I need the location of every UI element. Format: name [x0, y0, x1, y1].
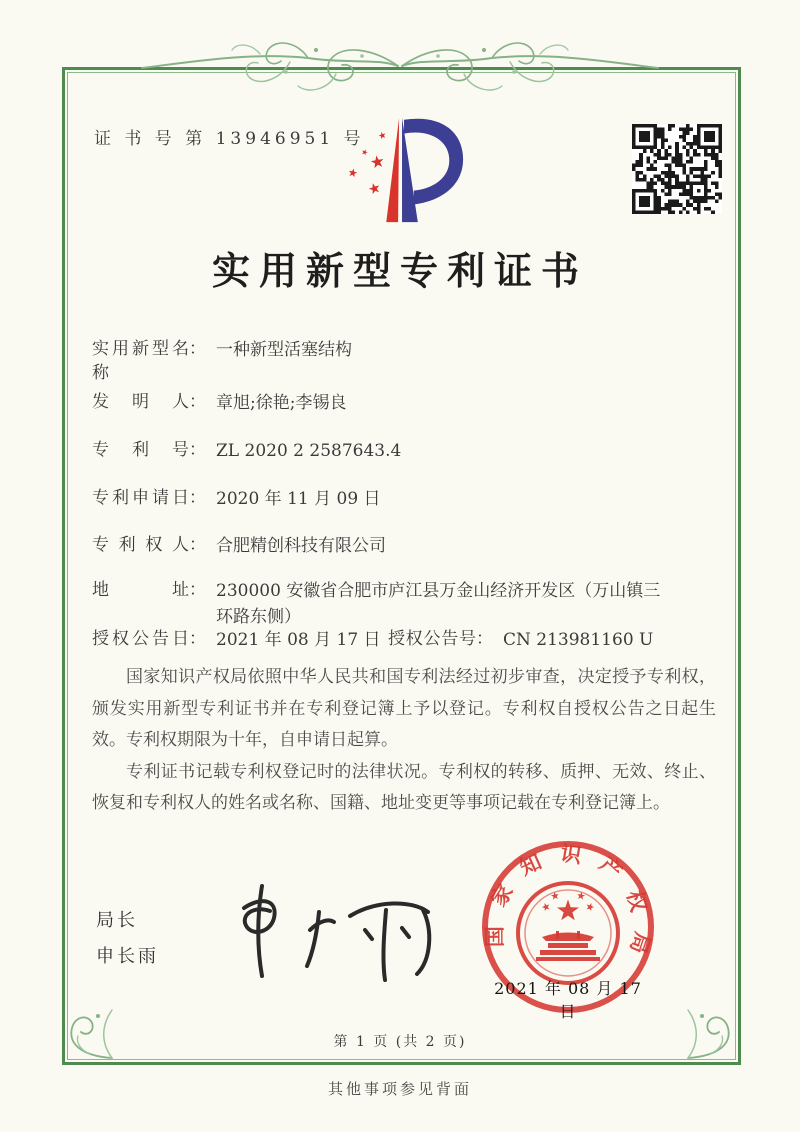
field-row-name: 实用新型名称： 一种新型活塞结构: [92, 339, 352, 383]
field-label: 实用新型名称: [92, 339, 189, 383]
field-row-filing-date: 专利申请日： 2020 年 11 月 09 日: [92, 486, 712, 512]
commissioner-name: 申长雨: [96, 946, 159, 967]
cnipa-logo: [330, 106, 480, 234]
grant-number-group: 授权公告号： CN 213981160 U: [388, 627, 653, 653]
field-row-inventors: 发明人： 章旭;徐艳;李锡良: [92, 390, 712, 416]
signature-image: [216, 872, 448, 994]
grant-number-value: CN 213981160 U: [503, 630, 654, 650]
seal-ring-text: 国家知识产权局: [481, 840, 657, 974]
corner-ornament-left: [52, 996, 114, 1062]
field-value: 一种新型活塞结构: [216, 340, 352, 360]
field-label: 专利号: [92, 440, 189, 460]
field-label: 授权公告日: [92, 629, 189, 649]
field-row-patent-no: 专利号： ZL 2020 2 2587643.4: [92, 438, 712, 464]
field-value: 合肥精创科技有限公司: [216, 536, 386, 556]
national-emblem-icon: [518, 883, 618, 983]
field-row-address: 地址： 230000 安徽省合肥市庐江县万金山经济开发区（万山镇三环路东侧）: [92, 578, 712, 630]
field-value: 230000 安徽省合肥市庐江县万金山经济开发区（万山镇三环路东侧）: [216, 581, 661, 627]
corner-ornament-right: [686, 996, 748, 1062]
field-value: ZL 2020 2 2587643.4: [216, 441, 402, 461]
legal-body-text: [92, 662, 716, 820]
back-note: 其他事项参见背面: [327, 1080, 472, 1098]
body-paragraph-2: 专利证书记载专利权登记时的法律状况。专利权的转移、质押、无效、终止、恢复和专利权人的姓名或名称、国籍、地址变更等事项记载在专利登记簿上。: [92, 761, 716, 813]
body-paragraph-1: 国家知识产权局依照中华人民共和国专利法经过初步审查，决定授予专利权，颁发实用新型专利证书并在专利登记簿上予以登记。专利权自授权公告之日起生效。专利权期限为十年，自申请日起算。: [92, 667, 716, 750]
certificate-title: 实用新型专利证书: [211, 248, 588, 293]
field-label: 专利申请日: [92, 488, 189, 508]
seal-date: 2021 年 08 月 17 日: [494, 979, 642, 1021]
qr-code: [632, 124, 722, 214]
field-label: 地址: [92, 580, 189, 600]
page-indicator: 第 1 页 (共 2 页): [333, 1034, 467, 1050]
field-label: 发明人: [92, 392, 189, 412]
commissioner-title: 局长: [96, 910, 138, 931]
field-value: 2020 年 11 月 09 日: [216, 489, 381, 509]
field-label: 专利权人: [92, 535, 189, 555]
field-row-patentee: 专利权人： 合肥精创科技有限公司: [92, 533, 712, 559]
top-flourish-ornament: [140, 28, 660, 100]
field-value: 章旭;徐艳;李锡良: [216, 393, 347, 413]
field-label: 授权公告号: [388, 629, 476, 649]
grant-date-value: 2021 年 08 月 17 日: [216, 630, 381, 650]
certificate-number: 证 书 号 第 13946951 号: [94, 129, 365, 149]
field-row-grant: 授权公告日： 2021 年 08 月 17 日 授权公告号： CN 213981160 U: [92, 627, 712, 653]
